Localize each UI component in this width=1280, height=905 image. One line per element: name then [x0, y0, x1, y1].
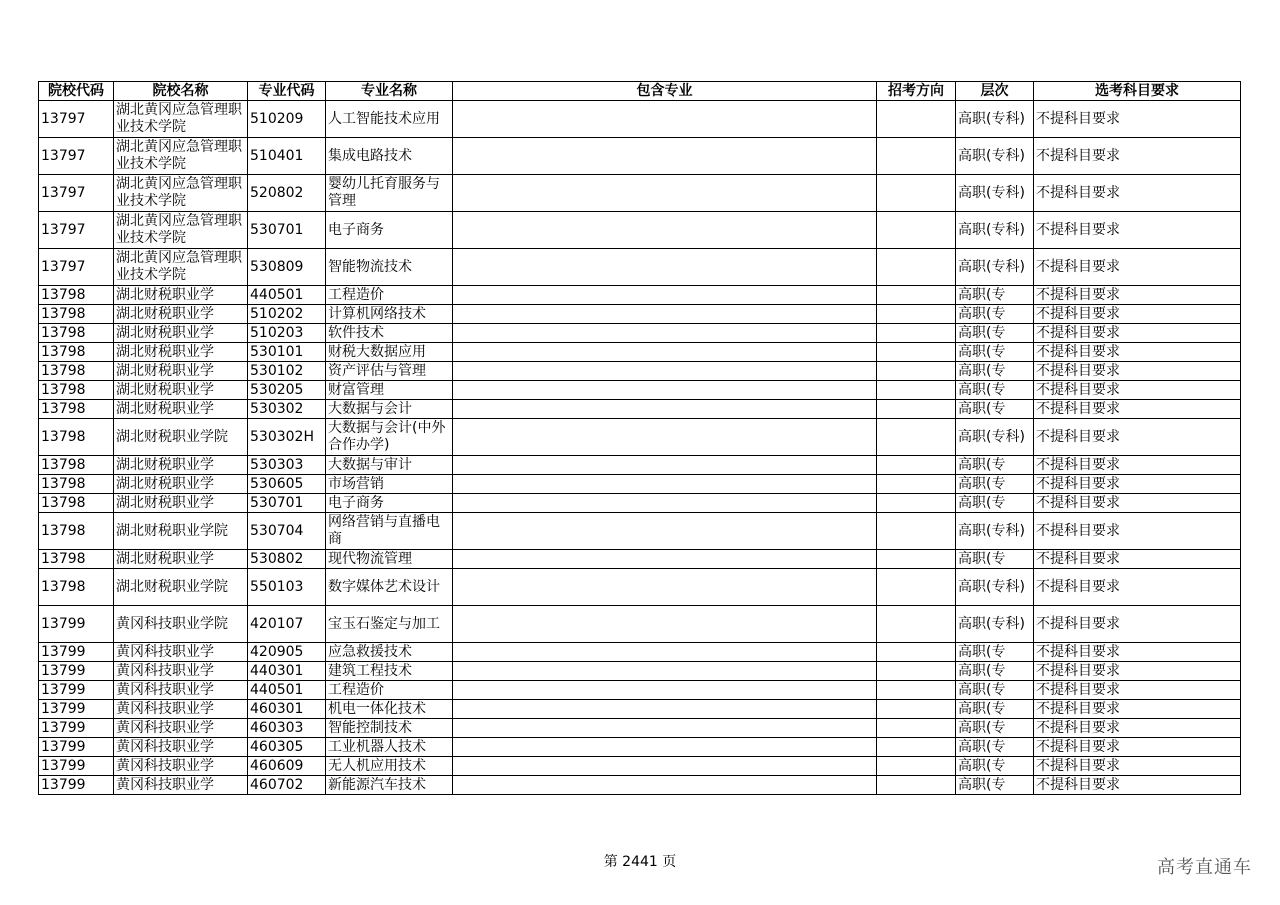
included-majors-cell	[453, 324, 877, 343]
major-code-cell: 460609	[248, 757, 326, 776]
subject-requirement-cell: 不提科目要求	[1034, 643, 1241, 662]
included-majors-cell	[453, 400, 877, 419]
direction-cell	[877, 700, 956, 719]
header-major-name: 专业名称	[326, 82, 453, 101]
table-row	[39, 662, 1241, 681]
level-cell: 高职(专科)	[956, 419, 1034, 456]
direction-cell	[877, 101, 956, 138]
school-name-cell: 湖北黄冈应急管理职业技术学院	[114, 212, 248, 249]
included-majors-cell	[453, 757, 877, 776]
major-code-cell: 530205	[248, 381, 326, 400]
level-cell: 高职(专	[956, 324, 1034, 343]
level-cell: 高职(专	[956, 494, 1034, 513]
level-cell: 高职(专	[956, 456, 1034, 475]
direction-cell	[877, 343, 956, 362]
subject-requirement-cell: 不提科目要求	[1034, 138, 1241, 175]
included-majors-cell	[453, 343, 877, 362]
major-code-cell: 460305	[248, 738, 326, 757]
included-majors-cell	[453, 175, 877, 212]
major-name-cell: 建筑工程技术	[326, 662, 453, 681]
table-row	[39, 456, 1241, 475]
header-school-name: 院校名称	[114, 82, 248, 101]
subject-requirement-cell: 不提科目要求	[1034, 400, 1241, 419]
level-cell: 高职(专科)	[956, 569, 1034, 606]
table-body	[39, 101, 1241, 795]
level-cell: 高职(专科)	[956, 513, 1034, 550]
admission-table	[38, 81, 1241, 795]
subject-requirement-cell: 不提科目要求	[1034, 681, 1241, 700]
school-code-cell: 13798	[39, 381, 114, 400]
school-name-cell: 湖北财税职业学	[114, 494, 248, 513]
major-name-cell: 大数据与会计(中外合作办学)	[326, 419, 453, 456]
school-code-cell: 13799	[39, 681, 114, 700]
school-code-cell: 13797	[39, 249, 114, 286]
subject-requirement-cell: 不提科目要求	[1034, 550, 1241, 569]
major-code-cell: 530102	[248, 362, 326, 381]
major-name-cell: 婴幼儿托育服务与管理	[326, 175, 453, 212]
level-cell: 高职(专科)	[956, 212, 1034, 249]
school-name-cell: 黄冈科技职业学	[114, 776, 248, 795]
subject-requirement-cell: 不提科目要求	[1034, 738, 1241, 757]
table-row	[39, 475, 1241, 494]
direction-cell	[877, 475, 956, 494]
school-code-cell: 13799	[39, 662, 114, 681]
included-majors-cell	[453, 286, 877, 305]
school-name-cell: 湖北财税职业学	[114, 324, 248, 343]
school-code-cell: 13799	[39, 719, 114, 738]
direction-cell	[877, 719, 956, 738]
header-subject-requirement: 选考科目要求	[1034, 82, 1241, 101]
major-name-cell: 宝玉石鉴定与加工	[326, 606, 453, 643]
school-code-cell: 13798	[39, 513, 114, 550]
major-code-cell: 530701	[248, 212, 326, 249]
subject-requirement-cell: 不提科目要求	[1034, 212, 1241, 249]
school-code-cell: 13798	[39, 324, 114, 343]
school-code-cell: 13798	[39, 362, 114, 381]
major-code-cell: 460303	[248, 719, 326, 738]
major-name-cell: 财税大数据应用	[326, 343, 453, 362]
header-level: 层次	[956, 82, 1034, 101]
school-code-cell: 13797	[39, 175, 114, 212]
subject-requirement-cell: 不提科目要求	[1034, 362, 1241, 381]
school-code-cell: 13797	[39, 138, 114, 175]
direction-cell	[877, 513, 956, 550]
table-row	[39, 381, 1241, 400]
major-name-cell: 工业机器人技术	[326, 738, 453, 757]
major-code-cell: 550103	[248, 569, 326, 606]
subject-requirement-cell: 不提科目要求	[1034, 324, 1241, 343]
direction-cell	[877, 212, 956, 249]
table-row	[39, 419, 1241, 456]
included-majors-cell	[453, 456, 877, 475]
level-cell: 高职(专	[956, 757, 1034, 776]
level-cell: 高职(专	[956, 719, 1034, 738]
subject-requirement-cell: 不提科目要求	[1034, 101, 1241, 138]
major-code-cell: 510401	[248, 138, 326, 175]
major-name-cell: 人工智能技术应用	[326, 101, 453, 138]
major-code-cell: 440301	[248, 662, 326, 681]
major-name-cell: 大数据与审计	[326, 456, 453, 475]
school-name-cell: 湖北财税职业学	[114, 305, 248, 324]
table-row	[39, 362, 1241, 381]
subject-requirement-cell: 不提科目要求	[1034, 343, 1241, 362]
major-name-cell: 无人机应用技术	[326, 757, 453, 776]
table-row	[39, 681, 1241, 700]
school-name-cell: 湖北财税职业学院	[114, 513, 248, 550]
table-row	[39, 606, 1241, 643]
school-code-cell: 13798	[39, 550, 114, 569]
school-code-cell: 13799	[39, 606, 114, 643]
major-name-cell: 数字媒体艺术设计	[326, 569, 453, 606]
school-code-cell: 13799	[39, 700, 114, 719]
subject-requirement-cell: 不提科目要求	[1034, 381, 1241, 400]
level-cell: 高职(专	[956, 700, 1034, 719]
subject-requirement-cell: 不提科目要求	[1034, 662, 1241, 681]
included-majors-cell	[453, 305, 877, 324]
level-cell: 高职(专	[956, 681, 1034, 700]
table-row	[39, 305, 1241, 324]
major-code-cell: 510203	[248, 324, 326, 343]
major-name-cell: 资产评估与管理	[326, 362, 453, 381]
subject-requirement-cell: 不提科目要求	[1034, 700, 1241, 719]
school-name-cell: 湖北财税职业学	[114, 381, 248, 400]
header-included-majors: 包含专业	[453, 82, 877, 101]
major-name-cell: 现代物流管理	[326, 550, 453, 569]
major-code-cell: 510202	[248, 305, 326, 324]
level-cell: 高职(专科)	[956, 606, 1034, 643]
major-name-cell: 机电一体化技术	[326, 700, 453, 719]
level-cell: 高职(专	[956, 550, 1034, 569]
school-name-cell: 湖北黄冈应急管理职业技术学院	[114, 101, 248, 138]
included-majors-cell	[453, 719, 877, 738]
school-code-cell: 13798	[39, 569, 114, 606]
table-row	[39, 569, 1241, 606]
major-code-cell: 530302	[248, 400, 326, 419]
school-code-cell: 13798	[39, 400, 114, 419]
school-code-cell: 13798	[39, 456, 114, 475]
table-row	[39, 138, 1241, 175]
school-code-cell: 13798	[39, 286, 114, 305]
direction-cell	[877, 456, 956, 475]
direction-cell	[877, 776, 956, 795]
level-cell: 高职(专	[956, 776, 1034, 795]
level-cell: 高职(专	[956, 400, 1034, 419]
major-name-cell: 智能物流技术	[326, 249, 453, 286]
subject-requirement-cell: 不提科目要求	[1034, 513, 1241, 550]
included-majors-cell	[453, 101, 877, 138]
level-cell: 高职(专科)	[956, 175, 1034, 212]
major-code-cell: 460301	[248, 700, 326, 719]
school-name-cell: 湖北财税职业学	[114, 475, 248, 494]
header-row	[39, 82, 1241, 101]
level-cell: 高职(专	[956, 305, 1034, 324]
school-code-cell: 13799	[39, 757, 114, 776]
table-row	[39, 513, 1241, 550]
major-code-cell: 440501	[248, 681, 326, 700]
level-cell: 高职(专科)	[956, 249, 1034, 286]
major-code-cell: 530704	[248, 513, 326, 550]
school-name-cell: 湖北财税职业学	[114, 362, 248, 381]
included-majors-cell	[453, 362, 877, 381]
table-row	[39, 286, 1241, 305]
direction-cell	[877, 305, 956, 324]
school-code-cell: 13798	[39, 475, 114, 494]
direction-cell	[877, 286, 956, 305]
major-code-cell: 530802	[248, 550, 326, 569]
school-code-cell: 13799	[39, 776, 114, 795]
direction-cell	[877, 400, 956, 419]
level-cell: 高职(专科)	[956, 101, 1034, 138]
direction-cell	[877, 175, 956, 212]
major-code-cell: 530303	[248, 456, 326, 475]
major-code-cell: 510209	[248, 101, 326, 138]
direction-cell	[877, 681, 956, 700]
included-majors-cell	[453, 138, 877, 175]
subject-requirement-cell: 不提科目要求	[1034, 494, 1241, 513]
subject-requirement-cell: 不提科目要求	[1034, 286, 1241, 305]
major-code-cell: 530605	[248, 475, 326, 494]
major-name-cell: 网络营销与直播电商	[326, 513, 453, 550]
school-name-cell: 湖北财税职业学院	[114, 419, 248, 456]
school-name-cell: 湖北黄冈应急管理职业技术学院	[114, 249, 248, 286]
major-name-cell: 智能控制技术	[326, 719, 453, 738]
school-name-cell: 黄冈科技职业学	[114, 719, 248, 738]
table-row	[39, 643, 1241, 662]
included-majors-cell	[453, 419, 877, 456]
subject-requirement-cell: 不提科目要求	[1034, 757, 1241, 776]
direction-cell	[877, 494, 956, 513]
included-majors-cell	[453, 249, 877, 286]
school-name-cell: 黄冈科技职业学	[114, 681, 248, 700]
direction-cell	[877, 362, 956, 381]
header-direction: 招考方向	[877, 82, 956, 101]
school-name-cell: 湖北财税职业学	[114, 286, 248, 305]
major-name-cell: 工程造价	[326, 681, 453, 700]
major-name-cell: 集成电路技术	[326, 138, 453, 175]
major-code-cell: 530101	[248, 343, 326, 362]
subject-requirement-cell: 不提科目要求	[1034, 776, 1241, 795]
direction-cell	[877, 419, 956, 456]
major-name-cell: 应急救援技术	[326, 643, 453, 662]
direction-cell	[877, 757, 956, 776]
subject-requirement-cell: 不提科目要求	[1034, 456, 1241, 475]
school-name-cell: 黄冈科技职业学	[114, 700, 248, 719]
included-majors-cell	[453, 569, 877, 606]
school-code-cell: 13798	[39, 343, 114, 362]
table-row	[39, 400, 1241, 419]
direction-cell	[877, 569, 956, 606]
included-majors-cell	[453, 643, 877, 662]
school-name-cell: 湖北财税职业学	[114, 456, 248, 475]
major-name-cell: 财富管理	[326, 381, 453, 400]
included-majors-cell	[453, 681, 877, 700]
header-major-code: 专业代码	[248, 82, 326, 101]
level-cell: 高职(专	[956, 475, 1034, 494]
school-name-cell: 黄冈科技职业学	[114, 738, 248, 757]
table-row	[39, 212, 1241, 249]
direction-cell	[877, 550, 956, 569]
direction-cell	[877, 381, 956, 400]
level-cell: 高职(专	[956, 662, 1034, 681]
major-code-cell: 420107	[248, 606, 326, 643]
school-name-cell: 黄冈科技职业学	[114, 757, 248, 776]
school-name-cell: 湖北黄冈应急管理职业技术学院	[114, 138, 248, 175]
level-cell: 高职(专	[956, 286, 1034, 305]
school-name-cell: 黄冈科技职业学	[114, 643, 248, 662]
major-code-cell: 440501	[248, 286, 326, 305]
subject-requirement-cell: 不提科目要求	[1034, 175, 1241, 212]
level-cell: 高职(专	[956, 738, 1034, 757]
school-name-cell: 湖北财税职业学	[114, 343, 248, 362]
level-cell: 高职(专	[956, 343, 1034, 362]
major-name-cell: 软件技术	[326, 324, 453, 343]
subject-requirement-cell: 不提科目要求	[1034, 475, 1241, 494]
included-majors-cell	[453, 776, 877, 795]
major-code-cell: 530809	[248, 249, 326, 286]
table-row	[39, 700, 1241, 719]
direction-cell	[877, 643, 956, 662]
subject-requirement-cell: 不提科目要求	[1034, 719, 1241, 738]
school-name-cell: 湖北财税职业学	[114, 400, 248, 419]
table-row	[39, 494, 1241, 513]
included-majors-cell	[453, 513, 877, 550]
included-majors-cell	[453, 381, 877, 400]
major-code-cell: 420905	[248, 643, 326, 662]
table-row	[39, 738, 1241, 757]
direction-cell	[877, 738, 956, 757]
direction-cell	[877, 249, 956, 286]
major-code-cell: 530302H	[248, 419, 326, 456]
school-code-cell: 13799	[39, 738, 114, 757]
major-code-cell: 460702	[248, 776, 326, 795]
subject-requirement-cell: 不提科目要求	[1034, 419, 1241, 456]
included-majors-cell	[453, 662, 877, 681]
table-row	[39, 324, 1241, 343]
school-name-cell: 湖北财税职业学院	[114, 569, 248, 606]
direction-cell	[877, 606, 956, 643]
direction-cell	[877, 324, 956, 343]
major-name-cell: 新能源汽车技术	[326, 776, 453, 795]
included-majors-cell	[453, 700, 877, 719]
included-majors-cell	[453, 606, 877, 643]
major-name-cell: 市场营销	[326, 475, 453, 494]
table-row	[39, 550, 1241, 569]
subject-requirement-cell: 不提科目要求	[1034, 606, 1241, 643]
major-name-cell: 计算机网络技术	[326, 305, 453, 324]
school-name-cell: 黄冈科技职业学	[114, 662, 248, 681]
table-row	[39, 719, 1241, 738]
school-code-cell: 13797	[39, 101, 114, 138]
included-majors-cell	[453, 494, 877, 513]
table-row	[39, 175, 1241, 212]
table-row	[39, 343, 1241, 362]
school-code-cell: 13797	[39, 212, 114, 249]
major-name-cell: 电子商务	[326, 212, 453, 249]
subject-requirement-cell: 不提科目要求	[1034, 305, 1241, 324]
level-cell: 高职(专	[956, 362, 1034, 381]
school-code-cell: 13798	[39, 494, 114, 513]
level-cell: 高职(专	[956, 381, 1034, 400]
major-name-cell: 工程造价	[326, 286, 453, 305]
school-code-cell: 13798	[39, 305, 114, 324]
subject-requirement-cell: 不提科目要求	[1034, 249, 1241, 286]
major-code-cell: 520802	[248, 175, 326, 212]
school-name-cell: 湖北黄冈应急管理职业技术学院	[114, 175, 248, 212]
table-row	[39, 776, 1241, 795]
major-name-cell: 电子商务	[326, 494, 453, 513]
table-row	[39, 249, 1241, 286]
included-majors-cell	[453, 475, 877, 494]
included-majors-cell	[453, 212, 877, 249]
school-name-cell: 黄冈科技职业学院	[114, 606, 248, 643]
level-cell: 高职(专	[956, 643, 1034, 662]
school-code-cell: 13798	[39, 419, 114, 456]
watermark: 高考直通车	[1157, 857, 1252, 878]
table-row	[39, 757, 1241, 776]
major-code-cell: 530701	[248, 494, 326, 513]
school-code-cell: 13799	[39, 643, 114, 662]
direction-cell	[877, 662, 956, 681]
major-name-cell: 大数据与会计	[326, 400, 453, 419]
included-majors-cell	[453, 738, 877, 757]
subject-requirement-cell: 不提科目要求	[1034, 569, 1241, 606]
level-cell: 高职(专科)	[956, 138, 1034, 175]
header-school-code: 院校代码	[39, 82, 114, 101]
table-row	[39, 101, 1241, 138]
included-majors-cell	[453, 550, 877, 569]
school-name-cell: 湖北财税职业学	[114, 550, 248, 569]
direction-cell	[877, 138, 956, 175]
page-number: 第 2441 页	[603, 854, 677, 870]
